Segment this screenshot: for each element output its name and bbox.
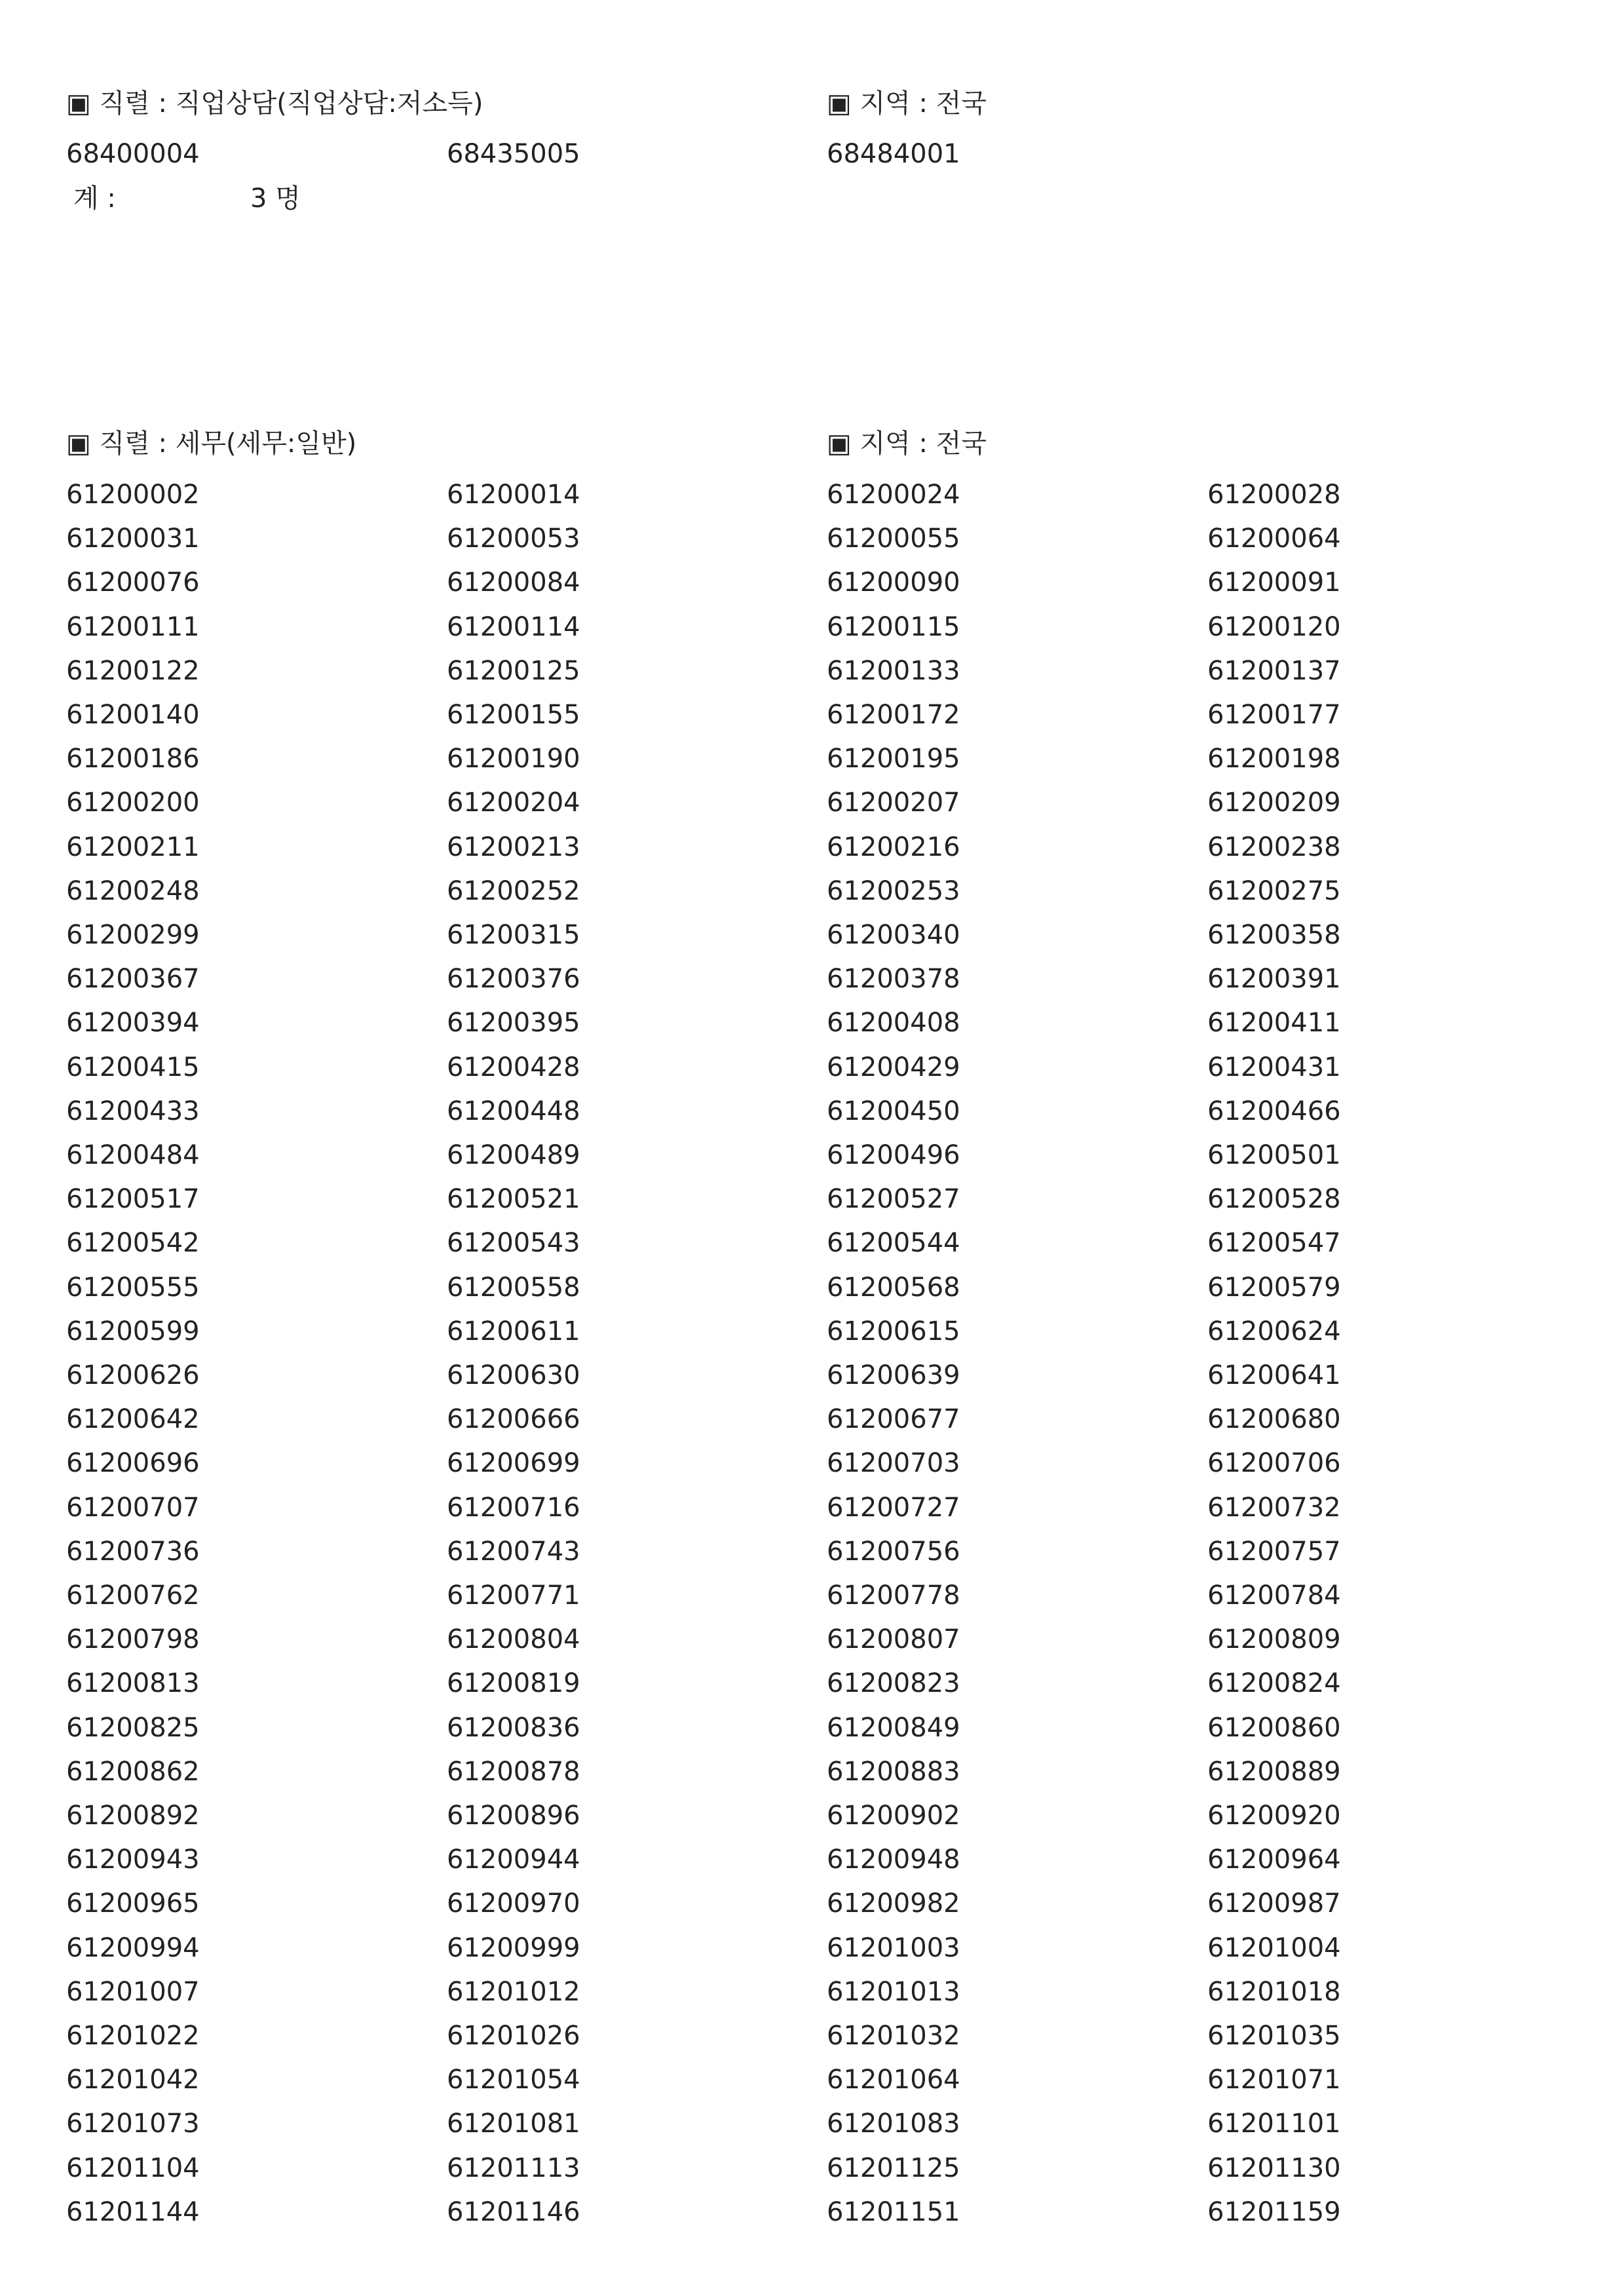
number-entry: 61201032 bbox=[827, 2021, 960, 2051]
number-entry: 61200804 bbox=[447, 1624, 580, 1655]
number-entry: 61200190 bbox=[447, 744, 580, 775]
number-entry: 61200122 bbox=[66, 655, 200, 686]
number-entry: 61200849 bbox=[827, 1712, 960, 1743]
number-entry: 61200836 bbox=[447, 1712, 580, 1743]
number-entry: 61200964 bbox=[1207, 1845, 1341, 1875]
number-entry: 61200248 bbox=[66, 875, 200, 906]
number-entry: 61200999 bbox=[447, 1932, 580, 1963]
number-entry: 61200315 bbox=[447, 920, 580, 950]
number-entry: 61200757 bbox=[1207, 1536, 1341, 1567]
number-entry: 61200358 bbox=[1207, 920, 1341, 950]
number-entry: 61201054 bbox=[447, 2065, 580, 2095]
number-entry: 61201159 bbox=[1207, 2196, 1341, 2227]
number-entry: 61200982 bbox=[827, 1888, 960, 1919]
number-entry: 61200862 bbox=[66, 1756, 200, 1787]
number-entry: 61200428 bbox=[447, 1052, 580, 1082]
number-entry: 61200883 bbox=[827, 1756, 960, 1787]
number-entry: 61200544 bbox=[827, 1228, 960, 1259]
number-entry: 61200677 bbox=[827, 1404, 960, 1435]
number-entry: 61200784 bbox=[1207, 1580, 1341, 1611]
number-entry: 61201073 bbox=[66, 2109, 200, 2139]
number-entry: 61200819 bbox=[447, 1668, 580, 1699]
number-entry: 61200809 bbox=[1207, 1624, 1341, 1655]
number-entry: 61201064 bbox=[827, 2065, 960, 2095]
number-entry: 61200238 bbox=[1207, 832, 1341, 862]
number-entry: 61200889 bbox=[1207, 1756, 1341, 1787]
number-entry: 61200408 bbox=[827, 1008, 960, 1039]
number-entry: 61200756 bbox=[827, 1536, 960, 1567]
number-entry: 61200111 bbox=[66, 611, 200, 642]
number-entry: 61200680 bbox=[1207, 1404, 1341, 1435]
number-entry: 61200213 bbox=[447, 832, 580, 862]
number-entry: 61200699 bbox=[447, 1448, 580, 1479]
number-entry: 61201130 bbox=[1207, 2152, 1341, 2183]
number-entry: 61200211 bbox=[66, 832, 200, 862]
number-entry: 61200771 bbox=[447, 1580, 580, 1611]
number-entry: 61200666 bbox=[447, 1404, 580, 1435]
number-entry: 61200275 bbox=[1207, 875, 1341, 906]
number-entry: 61200902 bbox=[827, 1801, 960, 1831]
section-1-total bbox=[73, 183, 301, 214]
number-entry: 61200727 bbox=[827, 1492, 960, 1523]
number-entry: 61200626 bbox=[66, 1360, 200, 1390]
number-entry: 61200501 bbox=[1207, 1140, 1341, 1170]
number-entry: 61200155 bbox=[447, 700, 580, 730]
number-entry: 61200707 bbox=[66, 1492, 200, 1523]
number-entry: 61201144 bbox=[66, 2196, 200, 2227]
number-entry: 61201018 bbox=[1207, 1976, 1341, 2007]
number-entry: 61200743 bbox=[447, 1536, 580, 1567]
number-entry: 61200943 bbox=[66, 1845, 200, 1875]
number-entry: 61200543 bbox=[447, 1228, 580, 1259]
number-entry: 61200987 bbox=[1207, 1888, 1341, 1919]
number-entry: 61201101 bbox=[1207, 2109, 1341, 2139]
number-entry: 61200120 bbox=[1207, 611, 1341, 642]
number-entry: 61200641 bbox=[1207, 1360, 1341, 1390]
number-entry: 61200115 bbox=[827, 611, 960, 642]
number-entry: 61200186 bbox=[66, 744, 200, 775]
number-entry: 61200207 bbox=[827, 788, 960, 818]
number-entry: 61200823 bbox=[827, 1668, 960, 1699]
section-1-total-label: 계 : bbox=[73, 183, 116, 214]
number-entry: 61201125 bbox=[827, 2152, 960, 2183]
number-entry: 61200778 bbox=[827, 1580, 960, 1611]
number-entry: 68400004 bbox=[66, 139, 200, 169]
number-entry: 61200125 bbox=[447, 655, 580, 686]
number-entry: 61200198 bbox=[1207, 744, 1341, 775]
number-entry: 61200253 bbox=[827, 875, 960, 906]
section-1-total-count: 3 명 bbox=[250, 183, 301, 214]
number-entry: 61201151 bbox=[827, 2196, 960, 2227]
number-entry: 61201042 bbox=[66, 2065, 200, 2095]
number-entry: 61201113 bbox=[447, 2152, 580, 2183]
number-entry: 61200521 bbox=[447, 1184, 580, 1215]
number-entry: 61200415 bbox=[66, 1052, 200, 1082]
section-2-region-header: ▣ 지역 : 전국 bbox=[827, 429, 987, 459]
number-entry: 61200177 bbox=[1207, 700, 1341, 730]
number-entry: 61200568 bbox=[827, 1272, 960, 1303]
number-entry: 61200200 bbox=[66, 788, 200, 818]
number-entry: 61200391 bbox=[1207, 964, 1341, 995]
number-entry: 61200140 bbox=[66, 700, 200, 730]
number-entry: 61200014 bbox=[447, 480, 580, 510]
number-entry: 61200965 bbox=[66, 1888, 200, 1919]
number-entry: 61200367 bbox=[66, 964, 200, 995]
number-entry: 61200696 bbox=[66, 1448, 200, 1479]
number-entry: 61201013 bbox=[827, 1976, 960, 2007]
number-entry: 61200555 bbox=[66, 1272, 200, 1303]
number-entry: 61200611 bbox=[447, 1316, 580, 1347]
number-entry: 61200762 bbox=[66, 1580, 200, 1611]
number-entry: 61200091 bbox=[1207, 567, 1341, 598]
number-entry: 61200896 bbox=[447, 1801, 580, 1831]
number-entry: 68484001 bbox=[827, 139, 960, 169]
number-entry: 61200878 bbox=[447, 1756, 580, 1787]
number-entry: 61200028 bbox=[1207, 480, 1341, 510]
number-entry: 61201081 bbox=[447, 2109, 580, 2139]
number-entry: 61200920 bbox=[1207, 1801, 1341, 1831]
number-entry: 61200172 bbox=[827, 700, 960, 730]
number-entry: 61200376 bbox=[447, 964, 580, 995]
number-entry: 61200528 bbox=[1207, 1184, 1341, 1215]
number-entry: 61200825 bbox=[66, 1712, 200, 1743]
number-entry: 61200824 bbox=[1207, 1668, 1341, 1699]
number-entry: 61200732 bbox=[1207, 1492, 1341, 1523]
number-entry: 61200137 bbox=[1207, 655, 1341, 686]
number-entry: 61200055 bbox=[827, 524, 960, 554]
number-entry: 61201035 bbox=[1207, 2021, 1341, 2051]
section-1-region-header: ▣ 지역 : 전국 bbox=[827, 88, 987, 119]
section-2-category-header: ▣ 직렬 : 세무(세무:일반) bbox=[66, 429, 357, 459]
number-entry: 61200970 bbox=[447, 1888, 580, 1919]
number-entry: 61200450 bbox=[827, 1096, 960, 1126]
number-entry: 61200892 bbox=[66, 1801, 200, 1831]
number-entry: 61200204 bbox=[447, 788, 580, 818]
number-entry: 61200429 bbox=[827, 1052, 960, 1082]
number-entry: 61200716 bbox=[447, 1492, 580, 1523]
number-entry: 61200209 bbox=[1207, 788, 1341, 818]
number-entry: 61200395 bbox=[447, 1008, 580, 1039]
number-entry: 61200639 bbox=[827, 1360, 960, 1390]
number-entry: 61200736 bbox=[66, 1536, 200, 1567]
number-entry: 61200195 bbox=[827, 744, 960, 775]
number-entry: 61200024 bbox=[827, 480, 960, 510]
number-entry: 61200706 bbox=[1207, 1448, 1341, 1479]
number-entry: 61200252 bbox=[447, 875, 580, 906]
number-entry: 61200484 bbox=[66, 1140, 200, 1170]
number-entry: 61200064 bbox=[1207, 524, 1341, 554]
number-entry: 61200642 bbox=[66, 1404, 200, 1435]
number-entry: 61200599 bbox=[66, 1316, 200, 1347]
number-entry: 61200948 bbox=[827, 1845, 960, 1875]
number-entry: 61200431 bbox=[1207, 1052, 1341, 1082]
number-entry: 61200378 bbox=[827, 964, 960, 995]
number-entry: 61201003 bbox=[827, 1932, 960, 1963]
number-entry: 61200090 bbox=[827, 567, 960, 598]
number-entry: 61200798 bbox=[66, 1624, 200, 1655]
number-entry: 61200615 bbox=[827, 1316, 960, 1347]
number-entry: 61200527 bbox=[827, 1184, 960, 1215]
number-entry: 61200517 bbox=[66, 1184, 200, 1215]
number-entry: 61200466 bbox=[1207, 1096, 1341, 1126]
number-entry: 61200813 bbox=[66, 1668, 200, 1699]
number-entry: 61200031 bbox=[66, 524, 200, 554]
number-entry: 61201146 bbox=[447, 2196, 580, 2227]
number-entry: 68435005 bbox=[447, 139, 580, 169]
number-entry: 61200053 bbox=[447, 524, 580, 554]
number-entry: 61200340 bbox=[827, 920, 960, 950]
number-entry: 61200542 bbox=[66, 1228, 200, 1259]
number-entry: 61200002 bbox=[66, 480, 200, 510]
number-entry: 61201071 bbox=[1207, 2065, 1341, 2095]
number-entry: 61200448 bbox=[447, 1096, 580, 1126]
number-entry: 61200558 bbox=[447, 1272, 580, 1303]
number-entry: 61201026 bbox=[447, 2021, 580, 2051]
number-entry: 61200630 bbox=[447, 1360, 580, 1390]
number-entry: 61201007 bbox=[66, 1976, 200, 2007]
number-entry: 61201004 bbox=[1207, 1932, 1341, 1963]
number-entry: 61200496 bbox=[827, 1140, 960, 1170]
number-entry: 61200579 bbox=[1207, 1272, 1341, 1303]
number-entry: 61200489 bbox=[447, 1140, 580, 1170]
number-entry: 61200394 bbox=[66, 1008, 200, 1039]
number-entry: 61200114 bbox=[447, 611, 580, 642]
number-entry: 61200994 bbox=[66, 1932, 200, 1963]
number-entry: 61200624 bbox=[1207, 1316, 1341, 1347]
number-entry: 61200547 bbox=[1207, 1228, 1341, 1259]
number-entry: 61201022 bbox=[66, 2021, 200, 2051]
section-1-category-header: ▣ 직렬 : 직업상담(직업상담:저소득) bbox=[66, 88, 483, 119]
number-entry: 61200703 bbox=[827, 1448, 960, 1479]
number-entry: 61201083 bbox=[827, 2109, 960, 2139]
number-entry: 61200133 bbox=[827, 655, 960, 686]
number-entry: 61201012 bbox=[447, 1976, 580, 2007]
number-entry: 61200076 bbox=[66, 567, 200, 598]
number-entry: 61200411 bbox=[1207, 1008, 1341, 1039]
number-entry: 61200807 bbox=[827, 1624, 960, 1655]
number-entry: 61200084 bbox=[447, 567, 580, 598]
number-entry: 61200216 bbox=[827, 832, 960, 862]
number-entry: 61201104 bbox=[66, 2152, 200, 2183]
number-entry: 61200299 bbox=[66, 920, 200, 950]
number-entry: 61200944 bbox=[447, 1845, 580, 1875]
number-entry: 61200433 bbox=[66, 1096, 200, 1126]
number-entry: 61200860 bbox=[1207, 1712, 1341, 1743]
